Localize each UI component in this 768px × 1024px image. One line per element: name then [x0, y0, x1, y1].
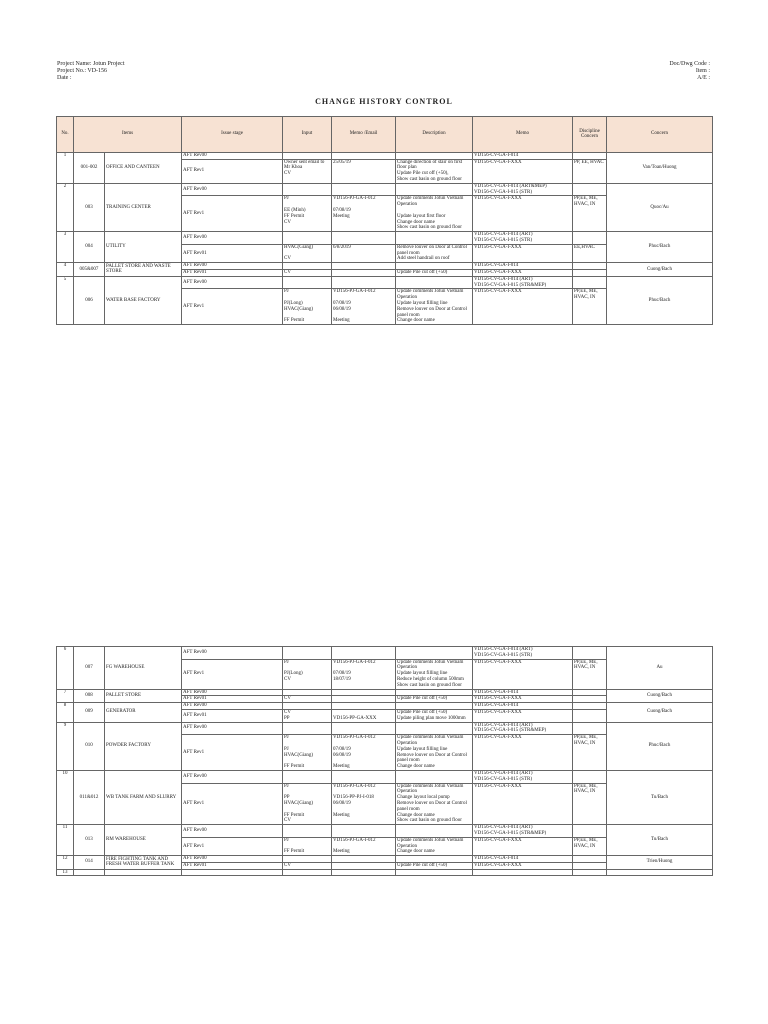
- memo-cell: VD156-CV-GA-I-014 (ART) VD156-CV-GA-I-015 (STR&MEP): [473, 722, 573, 735]
- table-row: [57, 856, 713, 863]
- concern-cell: Cuong/Bach: [607, 703, 713, 722]
- col-description: Description: [396, 117, 473, 153]
- table-row: [57, 183, 713, 196]
- description-cell: [396, 722, 473, 735]
- issue-stage: AFT Rev01: [182, 709, 283, 722]
- description-cell: [396, 856, 473, 863]
- memo-email-cell: [332, 862, 396, 869]
- row-no: 7: [57, 689, 74, 703]
- empty-cell: [283, 869, 332, 876]
- table-row: [57, 703, 713, 710]
- memo-email-cell: [332, 689, 396, 696]
- item-name: WATER BASE FACTORY: [105, 276, 182, 324]
- description-cell: Update comments Jotun Vietnam Operation Change layout local pump Remove louver on Door at Control panel room Change door name Show cast basin on ground floor: [396, 783, 473, 825]
- empty-cell: [473, 869, 573, 876]
- col-concern: Concern: [607, 117, 713, 153]
- change-history-table-continued: [56, 646, 713, 876]
- memo-email-cell: 6/8/2019: [332, 244, 396, 262]
- input-cell: PJ EE (Minh) FF Permit CV: [283, 196, 332, 232]
- issue-stage: AFT Rev00: [182, 689, 283, 696]
- row-no: 1: [57, 152, 74, 183]
- memo-cell: VD156-CV-GA-I-XXX: [473, 244, 573, 262]
- project-no: Project No.: VD-156: [57, 68, 108, 74]
- input-cell: CV: [283, 862, 332, 869]
- description-cell: Update comments Jotun Vietnam Operation Update layout filling line Remove louver on Door at Control panel room Change door name: [396, 289, 473, 325]
- issue-stage: AFT Rev01: [182, 862, 283, 869]
- input-cell: PJ FF Permit: [283, 837, 332, 855]
- input-cell: [283, 770, 332, 783]
- issue-stage: AFT Rev01: [182, 244, 283, 262]
- input-cell: PJ PP HVAC(Giang) FF Permit CV: [283, 783, 332, 825]
- issue-stage: AFT Rev00: [182, 232, 283, 245]
- table-row: [57, 722, 713, 735]
- page-title: CHANGE HISTORY CONTROL: [315, 97, 453, 106]
- issue-stage: AFT Rev1: [182, 837, 283, 855]
- input-cell: [283, 647, 332, 660]
- memo-email-cell: VD156-PJ-GA-I-012 07/08/19 06/08/19 Meeting: [332, 289, 396, 325]
- item-code: 003: [74, 183, 105, 231]
- table-row: [57, 825, 713, 838]
- input-cell: CV: [283, 269, 332, 276]
- discipline-cell: [573, 862, 607, 869]
- input-cell: [283, 722, 332, 735]
- discipline-cell: PP,EE, ME, HVAC, IN: [573, 289, 607, 325]
- doc-code: Doc/Dwg Code :: [669, 61, 710, 67]
- concern-cell: Tu/Bach: [607, 825, 713, 856]
- table-row: [57, 152, 713, 159]
- memo-cell: VD156-CV-GA-I-XXX: [473, 659, 573, 689]
- empty-cell: [74, 869, 105, 876]
- col-items: Items: [74, 117, 182, 153]
- memo-email-cell: [332, 152, 396, 159]
- memo-cell: VD156-CV-GA-I-XXX: [473, 159, 573, 183]
- empty-cell: [105, 869, 182, 876]
- issue-stage: AFT Rev1: [182, 196, 283, 232]
- table-row: [57, 869, 713, 876]
- description-cell: [396, 825, 473, 838]
- input-cell: Owner sent email to Mr Khoa CV: [283, 159, 332, 183]
- memo-cell: VD156-CV-GA-I-XXX: [473, 289, 573, 325]
- table-row: [57, 263, 713, 270]
- input-cell: [283, 232, 332, 245]
- memo-cell: VD156-CV-GA-I-XXX: [473, 696, 573, 703]
- memo-cell: VD156-CV-GA-I-014 (ART) VD156-CV-GA-I-015 (STR&MEP): [473, 825, 573, 838]
- input-cell: [283, 276, 332, 289]
- input-cell: [283, 703, 332, 710]
- discipline-cell: [573, 647, 607, 660]
- item-name: PALLET STORE AND WASTE STORE: [105, 263, 182, 277]
- row-no: 4: [57, 263, 74, 277]
- input-cell: CV PP: [283, 709, 332, 722]
- item-code: 013: [74, 825, 105, 856]
- issue-stage: AFT Rev00: [182, 856, 283, 863]
- row-no: 11: [57, 825, 74, 856]
- issue-stage: AFT Rev1: [182, 783, 283, 825]
- input-cell: PJ PJ(Long) CV: [283, 659, 332, 689]
- item-code: 008: [74, 689, 105, 703]
- issue-stage: AFT Rev1: [182, 659, 283, 689]
- discipline-cell: [573, 183, 607, 196]
- item-code: 011&012: [74, 770, 105, 824]
- item-code: 006: [74, 276, 105, 324]
- memo-cell: VD156-CV-GA-I-XXX: [473, 862, 573, 869]
- concern-cell: Trien/Huong: [607, 856, 713, 870]
- table-row: [57, 770, 713, 783]
- issue-stage: AFT Rev00: [182, 263, 283, 270]
- concern-cell: Au: [607, 647, 713, 690]
- issue-stage: AFT Rev1: [182, 735, 283, 771]
- memo-cell: VD156-CV-GA-I-014: [473, 152, 573, 159]
- discipline-cell: [573, 269, 607, 276]
- row-no: 2: [57, 183, 74, 231]
- input-cell: PJ PJ HVAC(Giang) FF Permit: [283, 735, 332, 771]
- memo-email-cell: [332, 647, 396, 660]
- description-cell: Remove louver on Door at Control panel room Add steel handrail on roof: [396, 244, 473, 262]
- memo-email-cell: [332, 722, 396, 735]
- memo-email-cell: VD156-PJ-GA-I-012 VD156-PP-PJ-I-018 06/08/19 Meeting: [332, 783, 396, 825]
- description-cell: [396, 263, 473, 270]
- col-memo-email: Memo /Email: [332, 117, 396, 153]
- item-name: OFFICE AND CANTEEN: [105, 152, 182, 183]
- item-code: 004: [74, 232, 105, 263]
- memo-cell: VD156-CV-GA-I-XXX: [473, 196, 573, 232]
- discipline-cell: [573, 709, 607, 722]
- memo-email-cell: [332, 263, 396, 270]
- row-no: 9: [57, 722, 74, 770]
- memo-email-cell: [332, 183, 396, 196]
- change-history-table: [56, 116, 713, 325]
- memo-cell: VD156-CV-GA-I-014 (ART) VD156-CV-GA-I-015 (STR): [473, 647, 573, 660]
- memo-cell: VD156-CV-GA-I-014 (ART) VD156-CV-GA-I-015 (STR&MEP): [473, 276, 573, 289]
- memo-cell: VD156-CV-GA-I-XXX: [473, 709, 573, 722]
- discipline-cell: PP,EE, ME, HVAC, IN: [573, 783, 607, 825]
- item-name: RM WAREHOUSE: [105, 825, 182, 856]
- memo-email-cell: 25/05/19: [332, 159, 396, 183]
- issue-stage: AFT Rev1: [182, 159, 283, 183]
- empty-cell: [607, 869, 713, 876]
- item-code: 014: [74, 856, 105, 870]
- project-info: [57, 61, 125, 82]
- memo-email-cell: VD156-PJ-GA-I-012 07/08/19 06/08/19 Meeting: [332, 735, 396, 771]
- discipline-cell: PP,EE, ME, HVAC, IN: [573, 196, 607, 232]
- col-memo: Memo: [473, 117, 573, 153]
- memo-email-cell: [332, 232, 396, 245]
- concern-cell: Phuc/Bach: [607, 722, 713, 770]
- row-no: 6: [57, 647, 74, 690]
- concern-cell: Van/Toan/Huong: [607, 152, 713, 183]
- discipline-cell: [573, 696, 607, 703]
- discipline-cell: [573, 152, 607, 159]
- row-no: 13: [57, 869, 74, 876]
- row-no: 8: [57, 703, 74, 722]
- concern-cell: Phuc/Bach: [607, 276, 713, 324]
- memo-cell: VD156-CV-GA-I-014: [473, 856, 573, 863]
- memo-cell: VD156-CV-GA-I-014 (ART) VD156-CV-GA-I-015 (STR): [473, 770, 573, 783]
- item-name: FIRE FIGHTING TANK AND FRESH WATER BUFFER TANK: [105, 856, 182, 870]
- memo-cell: VD156-CV-GA-I-XXX: [473, 735, 573, 771]
- concern-cell: Cuong/Bach: [607, 263, 713, 277]
- table-row: [57, 232, 713, 245]
- col-no: No.: [57, 117, 74, 153]
- concern-cell: Cuong/Bach: [607, 689, 713, 703]
- memo-cell: VD156-CV-GA-I-XXX: [473, 269, 573, 276]
- memo-email-cell: [332, 276, 396, 289]
- item-code: 007: [74, 647, 105, 690]
- memo-cell: VD156-CV-GA-I-014 (ART&MEP) VD156-CV-GA-I-015 (STR): [473, 183, 573, 196]
- description-cell: [396, 152, 473, 159]
- concern-cell: Tu/Bach: [607, 770, 713, 824]
- memo-cell: VD156-CV-GA-I-014 (ART) VD156-CV-GA-I-015 (STR): [473, 232, 573, 245]
- table-header-row: [57, 117, 713, 153]
- discipline-cell: [573, 276, 607, 289]
- memo-email-cell: VD156-PP-GA-XXX: [332, 709, 396, 722]
- description-cell: Update Pile cut off (+50): [396, 862, 473, 869]
- input-cell: [283, 152, 332, 159]
- concern-cell: Quoc/Au: [607, 183, 713, 231]
- project-name: Project Name: Jotun Project: [57, 61, 125, 67]
- issue-stage: AFT Rev00: [182, 770, 283, 783]
- empty-cell: [396, 869, 473, 876]
- empty-cell: [332, 869, 396, 876]
- description-cell: Update Pile cut off (+50): [396, 269, 473, 276]
- row-no: 5: [57, 276, 74, 324]
- concern-cell: Phuc/Bach: [607, 232, 713, 263]
- issue-stage: AFT Rev00: [182, 703, 283, 710]
- discipline-cell: [573, 856, 607, 863]
- input-cell: CV: [283, 696, 332, 703]
- description-cell: Update comments Jotun Vietnam Operation Change door name: [396, 837, 473, 855]
- discipline-cell: [573, 689, 607, 696]
- input-cell: [283, 183, 332, 196]
- discipline-cell: PP,EE, ME, HVAC, IN: [573, 659, 607, 689]
- memo-email-cell: VD156-PJ-GA-I-012 Meeting: [332, 837, 396, 855]
- item-code: 009: [74, 703, 105, 722]
- memo-email-cell: VD156-PJ-GA-I-012 07/08/19 Meeting: [332, 196, 396, 232]
- col-discipline: Discipline Concern: [573, 117, 607, 153]
- table-row: [57, 689, 713, 696]
- input-cell: [283, 689, 332, 696]
- description-cell: Update comments Jotun Vietnam Operation Update layout first floor Change door name Show cast basin on ground floor: [396, 196, 473, 232]
- memo-email-cell: [332, 696, 396, 703]
- description-cell: Change direction of stair on first floor plan Update Pile cut off (+50), Show cast basin on ground floor: [396, 159, 473, 183]
- col-issue-stage: Issue stage: [182, 117, 283, 153]
- description-cell: Update Pile cut off (+50): [396, 696, 473, 703]
- memo-cell: VD156-CV-GA-I-014: [473, 689, 573, 696]
- row-no: 12: [57, 856, 74, 870]
- row-no: 3: [57, 232, 74, 263]
- discipline-cell: [573, 703, 607, 710]
- discipline-cell: [573, 722, 607, 735]
- description-cell: [396, 770, 473, 783]
- description-cell: [396, 703, 473, 710]
- item-name: WB TANK FARM AND SLURRY: [105, 770, 182, 824]
- memo-email-cell: [332, 825, 396, 838]
- discipline-cell: PP, EE, HVAC: [573, 159, 607, 183]
- memo-cell: VD156-CV-GA-I-XXX: [473, 837, 573, 855]
- doc-info: [669, 61, 710, 82]
- issue-stage: AFT Rev1: [182, 289, 283, 325]
- input-cell: HVAC(Giang) CV: [283, 244, 332, 262]
- discipline-cell: [573, 263, 607, 270]
- project-date: Date :: [57, 75, 72, 81]
- description-cell: [396, 183, 473, 196]
- description-cell: [396, 232, 473, 245]
- discipline-cell: [573, 825, 607, 838]
- issue-stage: AFT Rev00: [182, 276, 283, 289]
- issue-stage: AFT Rev01: [182, 269, 283, 276]
- input-cell: PJ PJ(Long) HVAC(Giang) FF Permit: [283, 289, 332, 325]
- memo-email-cell: [332, 770, 396, 783]
- input-cell: [283, 825, 332, 838]
- memo-cell: VD156-CV-GA-I-014: [473, 703, 573, 710]
- item-name: POWDER FACTORY: [105, 722, 182, 770]
- discipline-cell: [573, 232, 607, 245]
- issue-stage: AFT Rev01: [182, 696, 283, 703]
- item-name: FG WAREHOUSE: [105, 647, 182, 690]
- item-name: UTILITY: [105, 232, 182, 263]
- issue-stage: AFT Rev00: [182, 152, 283, 159]
- item-name: TRAINING CENTER: [105, 183, 182, 231]
- memo-cell: VD156-CV-GA-I-014: [473, 263, 573, 270]
- description-cell: Update comments Jotun Vietnam Operation Update layout filling line Remove louver on Door at Control panel room Change door name: [396, 735, 473, 771]
- discipline-cell: [573, 770, 607, 783]
- item-name: GENERATOR: [105, 703, 182, 722]
- item-code: 005&007: [74, 263, 105, 277]
- description-cell: [396, 276, 473, 289]
- issue-stage: AFT Rev00: [182, 647, 283, 660]
- empty-cell: [573, 869, 607, 876]
- memo-email-cell: [332, 269, 396, 276]
- memo-email-cell: VD156-PJ-GA-I-012 07/08/19 18/07/19: [332, 659, 396, 689]
- col-input: Input: [283, 117, 332, 153]
- discipline-cell: PP,EE, ME, HVAC, IN: [573, 735, 607, 771]
- memo-cell: VD156-CV-GA-I-XXX: [473, 783, 573, 825]
- description-cell: [396, 647, 473, 660]
- row-no: 10: [57, 770, 74, 824]
- description-cell: [396, 689, 473, 696]
- input-cell: [283, 263, 332, 270]
- empty-cell: [182, 869, 283, 876]
- description-cell: Update Pile cut off (+50) Update piling plan move 1000mm: [396, 709, 473, 722]
- discipline-cell: EE,HVAC: [573, 244, 607, 262]
- table-row: [57, 647, 713, 660]
- memo-email-cell: [332, 703, 396, 710]
- discipline-cell: PP,EE, ME, HVAC, IN: [573, 837, 607, 855]
- doc-ae: A/E :: [697, 75, 710, 81]
- issue-stage: AFT Rev00: [182, 722, 283, 735]
- input-cell: [283, 856, 332, 863]
- item-name: PALLET STORE: [105, 689, 182, 703]
- description-cell: Update comments Jotun Vietnam Operation Update layout filling line Reduce height of column 500mm Show cast basin on ground floor: [396, 659, 473, 689]
- doc-item: Item :: [695, 68, 710, 74]
- table-row: [57, 276, 713, 289]
- issue-stage: AFT Rev00: [182, 183, 283, 196]
- issue-stage: AFT Rev00: [182, 825, 283, 838]
- item-code: 001-002: [74, 152, 105, 183]
- memo-email-cell: [332, 856, 396, 863]
- item-code: 010: [74, 722, 105, 770]
